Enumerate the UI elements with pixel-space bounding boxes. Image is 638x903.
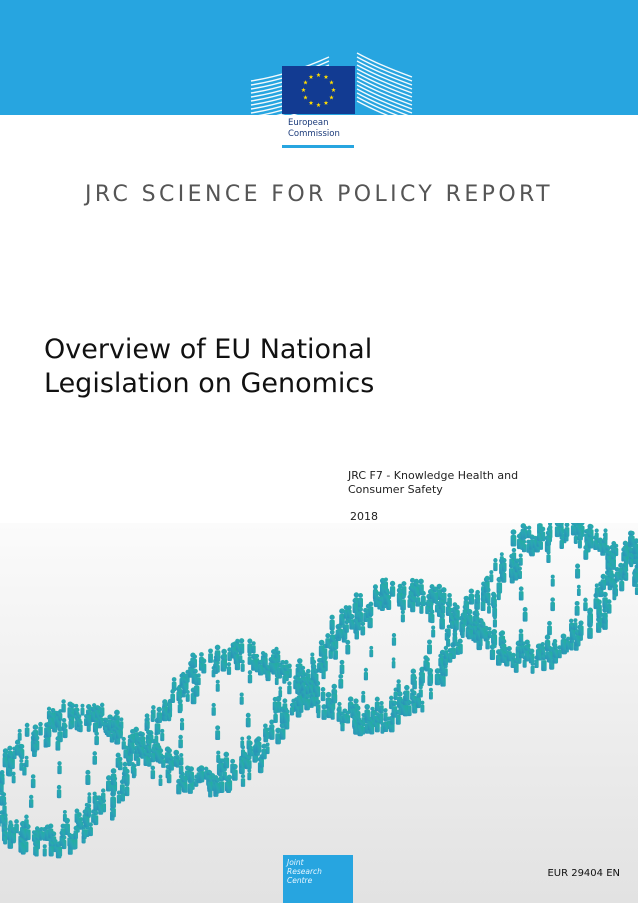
person-figure [319, 640, 325, 657]
person-figure [375, 718, 380, 733]
person-figure [33, 740, 37, 753]
person-figure [139, 743, 143, 755]
person-figure [493, 558, 497, 571]
person-figure [271, 658, 277, 675]
person-figure [519, 554, 523, 566]
person-figure [151, 710, 155, 722]
person-figure [337, 623, 342, 638]
person-figure [427, 670, 432, 686]
person-figure [385, 590, 390, 604]
person-figure [170, 689, 175, 703]
person-figure [199, 765, 205, 782]
person-figure [63, 810, 67, 822]
person-figure [183, 678, 188, 693]
person-figure [601, 574, 606, 590]
person-figure [178, 700, 182, 713]
person-figure [248, 653, 252, 665]
person-figure [546, 550, 550, 563]
person-figure [77, 714, 81, 727]
person-figure [357, 720, 363, 737]
person-figure [146, 717, 150, 729]
person-figure [360, 621, 365, 635]
person-figure [575, 601, 580, 616]
jrc-logo-line-1: Joint [287, 858, 304, 867]
person-figure [155, 746, 160, 760]
logo-underline [282, 145, 354, 148]
person-figure [491, 630, 496, 644]
person-figure [475, 590, 480, 604]
person-figure [623, 562, 627, 575]
person-figure [193, 654, 197, 667]
person-figure [560, 536, 564, 549]
person-figure [38, 722, 43, 736]
person-figure [345, 620, 349, 633]
person-figure [116, 753, 121, 768]
person-figure [234, 650, 238, 663]
person-figure [282, 672, 286, 684]
person-figure [236, 639, 240, 651]
person-figure [2, 792, 6, 804]
person-figure [160, 729, 164, 741]
report-number: EUR 29404 EN [547, 868, 620, 879]
person-figure [248, 670, 252, 683]
person-figure [106, 775, 111, 791]
person-figure [208, 648, 213, 662]
person-figure [452, 631, 457, 646]
person-figure [419, 685, 423, 697]
person-figure [596, 617, 601, 633]
person-figure [207, 777, 212, 793]
person-figure [358, 593, 363, 607]
person-figure [93, 810, 98, 825]
organisation-name [288, 118, 358, 140]
person-figure [518, 566, 522, 579]
person-figure [93, 718, 98, 733]
person-figure [523, 526, 527, 539]
person-figure [537, 529, 541, 541]
person-figure [178, 735, 183, 749]
person-figure [68, 716, 72, 729]
person-figure [595, 583, 599, 595]
person-figure [444, 664, 448, 676]
person-figure [547, 646, 553, 663]
person-figure [43, 844, 47, 856]
person-figure [397, 588, 402, 604]
person-figure [32, 830, 36, 841]
person-figure [180, 718, 184, 730]
series-title: JRC SCIENCE FOR POLICY REPORT [85, 182, 553, 207]
person-figure [358, 607, 363, 622]
person-figure [489, 570, 493, 582]
person-figure [373, 584, 378, 599]
person-figure [19, 744, 24, 758]
person-figure [29, 795, 33, 808]
person-figure [74, 826, 78, 839]
person-figure [331, 689, 336, 703]
person-figure [263, 652, 268, 667]
person-figure [122, 737, 126, 750]
person-figure [608, 573, 612, 586]
person-figure [48, 824, 53, 839]
person-figure [273, 697, 278, 711]
person-figure [488, 627, 492, 638]
person-figure [330, 615, 335, 631]
person-figure [583, 598, 587, 611]
person-figure [588, 532, 594, 549]
person-figure [514, 658, 519, 672]
person-figure [147, 742, 151, 753]
person-figure [444, 646, 448, 659]
person-figure [311, 692, 316, 706]
person-figure [577, 585, 581, 596]
person-figure [283, 707, 288, 723]
person-figure [18, 729, 22, 741]
person-figure [438, 654, 442, 667]
person-figure [565, 523, 570, 537]
person-figure [258, 660, 263, 676]
person-figure [49, 841, 54, 856]
person-figure [597, 539, 601, 552]
person-figure [441, 601, 445, 613]
person-figure [247, 735, 252, 749]
person-figure [419, 601, 423, 613]
person-figure [241, 660, 245, 672]
person-figure [151, 748, 156, 762]
jrc-logo-text [287, 858, 353, 885]
person-figure [602, 592, 608, 609]
department-line-2: Consumer Safety [348, 483, 443, 496]
person-figure [467, 611, 472, 625]
person-figure [221, 654, 227, 671]
person-figure [392, 700, 398, 717]
person-figure [425, 602, 429, 615]
person-figure [241, 774, 245, 787]
person-figure [361, 691, 365, 703]
person-figure [98, 800, 103, 815]
person-figure [531, 662, 535, 674]
person-figure [321, 687, 326, 701]
person-figure [57, 761, 61, 774]
person-figure [410, 597, 415, 612]
eu-flag-icon [282, 66, 355, 114]
person-figure [325, 633, 330, 648]
person-figure [176, 755, 180, 768]
person-figure [429, 688, 433, 700]
person-figure [446, 602, 450, 615]
person-figure [287, 681, 291, 694]
organisation-name-line-1: European [288, 118, 329, 128]
person-figure [340, 660, 345, 674]
person-figure [87, 792, 91, 803]
person-figure [602, 538, 607, 553]
person-figure [485, 636, 489, 649]
person-figure [251, 654, 257, 671]
person-figure [519, 629, 524, 643]
person-figure [484, 577, 489, 593]
person-figure [583, 545, 588, 560]
person-figure [490, 644, 495, 660]
person-figure [375, 697, 380, 712]
person-figure [69, 834, 74, 850]
person-figure [575, 564, 580, 579]
person-figure [439, 613, 445, 630]
person-figure [61, 824, 66, 838]
person-figure [502, 558, 506, 571]
person-figure [231, 642, 236, 656]
person-figure [497, 588, 501, 600]
person-figure [244, 755, 249, 769]
person-figure [252, 641, 256, 653]
person-figure [411, 669, 416, 685]
person-figure [212, 703, 216, 716]
person-figure [86, 709, 92, 726]
person-figure [578, 536, 582, 548]
person-figure [116, 725, 120, 738]
person-figure [199, 659, 203, 671]
person-figure [454, 615, 459, 630]
person-figure [550, 597, 555, 611]
person-figure [347, 605, 351, 618]
person-figure [151, 766, 156, 780]
person-figure [85, 770, 90, 785]
person-figure [523, 607, 528, 622]
person-figure [380, 701, 384, 713]
person-figure [447, 648, 452, 663]
person-figure [31, 774, 36, 788]
person-figure [431, 625, 435, 637]
report-title [44, 333, 464, 401]
person-figure [630, 531, 635, 545]
person-figure [368, 602, 373, 616]
person-figure [511, 529, 517, 546]
person-figure [8, 753, 13, 768]
person-figure [623, 541, 628, 557]
person-figure [309, 680, 313, 693]
person-figure [461, 620, 465, 632]
person-figure [3, 832, 7, 844]
person-figure [338, 674, 343, 689]
person-figure [143, 751, 148, 766]
person-figure [450, 617, 454, 629]
person-figure [342, 708, 347, 723]
department-line-1: JRC F7 - Knowledge Health and [348, 469, 519, 482]
person-figure [509, 554, 514, 568]
person-figure [75, 808, 80, 822]
person-figure [480, 622, 486, 639]
person-figure [390, 581, 395, 597]
person-figure [578, 620, 583, 636]
person-figure [561, 633, 567, 650]
person-figure [25, 756, 29, 767]
person-figure [345, 640, 350, 655]
person-figure [129, 737, 134, 753]
person-figure [536, 643, 542, 660]
person-figure [162, 702, 167, 716]
person-figure [223, 752, 229, 769]
report-title-line-2: Legislation on Genomics [44, 368, 375, 399]
person-figure [55, 736, 60, 751]
person-figure [392, 633, 396, 646]
person-figure [227, 662, 231, 675]
person-figure [239, 756, 243, 768]
person-figure [593, 535, 598, 550]
person-figure [551, 575, 555, 587]
person-figure [61, 699, 65, 712]
person-figure [46, 722, 51, 737]
person-figure [215, 777, 220, 793]
person-figure [302, 679, 306, 691]
person-figure [179, 753, 183, 765]
person-figure [123, 762, 128, 776]
person-figure [423, 655, 428, 670]
person-figure [11, 828, 16, 843]
person-figure [428, 608, 433, 623]
person-figure [364, 668, 368, 681]
organisation-name-line-2: Commission [288, 129, 340, 139]
person-figure [469, 588, 474, 604]
person-figure [427, 639, 432, 654]
person-figure [216, 680, 220, 692]
person-figure [74, 704, 78, 716]
person-figure [333, 645, 338, 659]
person-figure [629, 555, 633, 567]
person-figure [176, 686, 181, 701]
person-figure [215, 645, 221, 662]
person-figure [80, 704, 84, 716]
person-figure [519, 586, 524, 600]
person-figure [240, 737, 244, 748]
person-figure [246, 713, 251, 728]
person-figure [111, 768, 117, 785]
person-figure [415, 592, 420, 606]
jrc-logo-line-2: Research [287, 867, 322, 876]
jrc-logo-line-3: Centre [287, 876, 313, 885]
person-figure [39, 827, 43, 840]
person-figure [507, 646, 512, 661]
person-figure [93, 792, 97, 804]
person-figure [62, 718, 66, 731]
person-figure [587, 609, 592, 625]
person-figure [247, 769, 251, 781]
person-figure [240, 693, 244, 705]
person-figure [383, 708, 387, 721]
person-figure [533, 536, 537, 548]
person-figure [492, 603, 497, 617]
person-figure [157, 707, 162, 723]
person-figure [197, 673, 201, 685]
publication-year: 2018 [350, 510, 378, 523]
person-figure [529, 650, 533, 663]
person-figure [101, 788, 105, 801]
person-figure [189, 766, 194, 782]
person-figure [87, 804, 91, 817]
person-figure [33, 724, 39, 741]
person-figure [269, 724, 274, 740]
person-figure [573, 618, 577, 630]
person-figure [215, 725, 220, 740]
person-figure [546, 530, 551, 546]
person-figure [216, 751, 220, 763]
person-figure [352, 716, 356, 728]
person-figure [290, 703, 294, 716]
person-figure [94, 731, 99, 745]
report-title-line-1: Overview of EU National [44, 334, 373, 365]
person-figure [33, 841, 38, 855]
person-figure [159, 775, 163, 786]
person-figure [364, 704, 370, 721]
person-figure [273, 709, 278, 723]
department [348, 469, 548, 497]
person-figure [3, 816, 7, 828]
person-figure [3, 752, 8, 767]
person-figure [615, 567, 620, 582]
person-figure [24, 815, 29, 829]
person-figure [275, 674, 279, 685]
person-figure [92, 751, 97, 765]
person-figure [232, 764, 238, 781]
person-figure [266, 742, 270, 754]
person-figure [182, 778, 186, 791]
person-figure [487, 602, 491, 613]
person-figure [167, 769, 172, 783]
person-figure [263, 723, 268, 737]
person-figure [369, 646, 373, 657]
person-figure [25, 723, 30, 737]
person-figure [559, 523, 563, 536]
person-figure [247, 639, 252, 654]
person-figure [353, 598, 358, 613]
person-figure [633, 568, 638, 583]
person-figure [161, 755, 165, 768]
person-figure [18, 837, 23, 853]
person-figure [554, 646, 558, 658]
person-figure [0, 770, 4, 783]
person-figure [467, 624, 472, 639]
person-figure [392, 657, 396, 668]
person-figure [396, 710, 401, 725]
person-figure [317, 707, 321, 719]
person-figure [99, 713, 103, 726]
person-figure [396, 679, 400, 692]
person-figure [500, 552, 504, 564]
person-figure [57, 785, 61, 798]
person-figure [278, 686, 282, 697]
person-figure [256, 736, 261, 752]
person-figure [404, 685, 409, 701]
person-figure [169, 756, 174, 771]
person-figure [401, 610, 405, 622]
dna-people-illustration [0, 523, 638, 903]
person-figure [547, 621, 552, 635]
person-figure [377, 597, 381, 610]
person-figure [500, 645, 504, 657]
person-figure [493, 615, 497, 627]
person-figure [310, 653, 314, 665]
